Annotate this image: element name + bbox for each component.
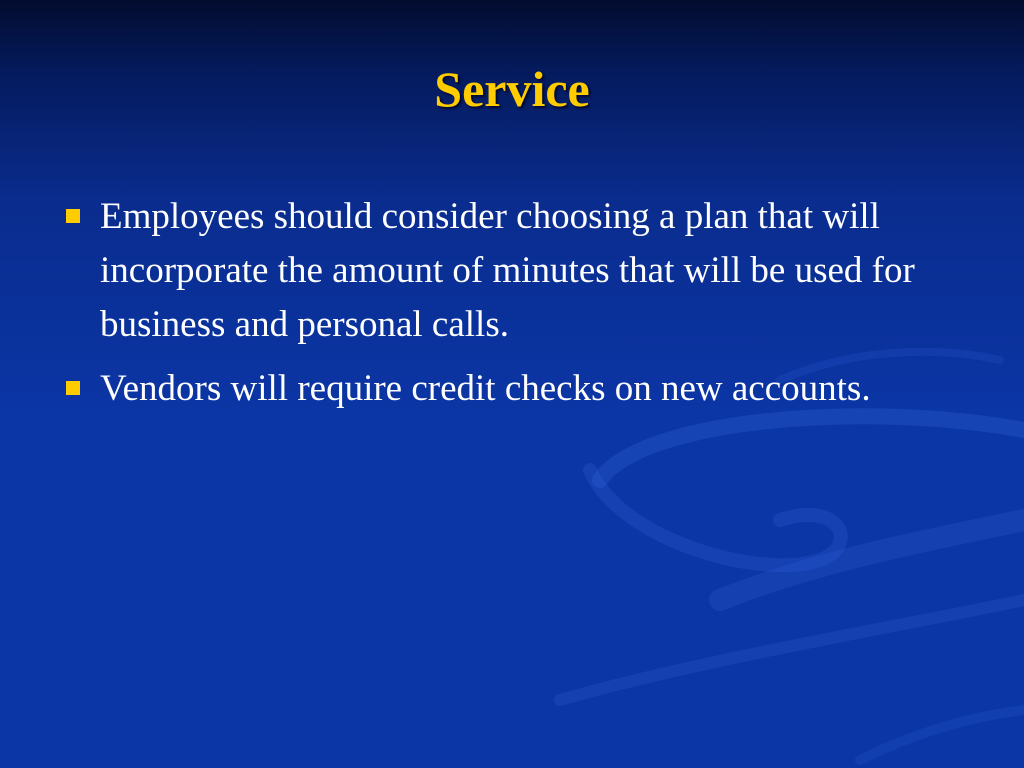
bullet-text: Employees should consider choosing a plan that will incorporate the amount of minutes that will be used for business and personal calls. [100, 196, 915, 345]
bullet-item [62, 362, 972, 416]
square-bullet-icon [66, 209, 80, 223]
bullet-item [62, 190, 972, 352]
bullet-text: Vendors will require credit checks on new accounts. [100, 368, 871, 409]
slide-title: Service [434, 61, 590, 117]
square-bullet-icon [66, 381, 80, 395]
bullet-list [62, 190, 972, 426]
